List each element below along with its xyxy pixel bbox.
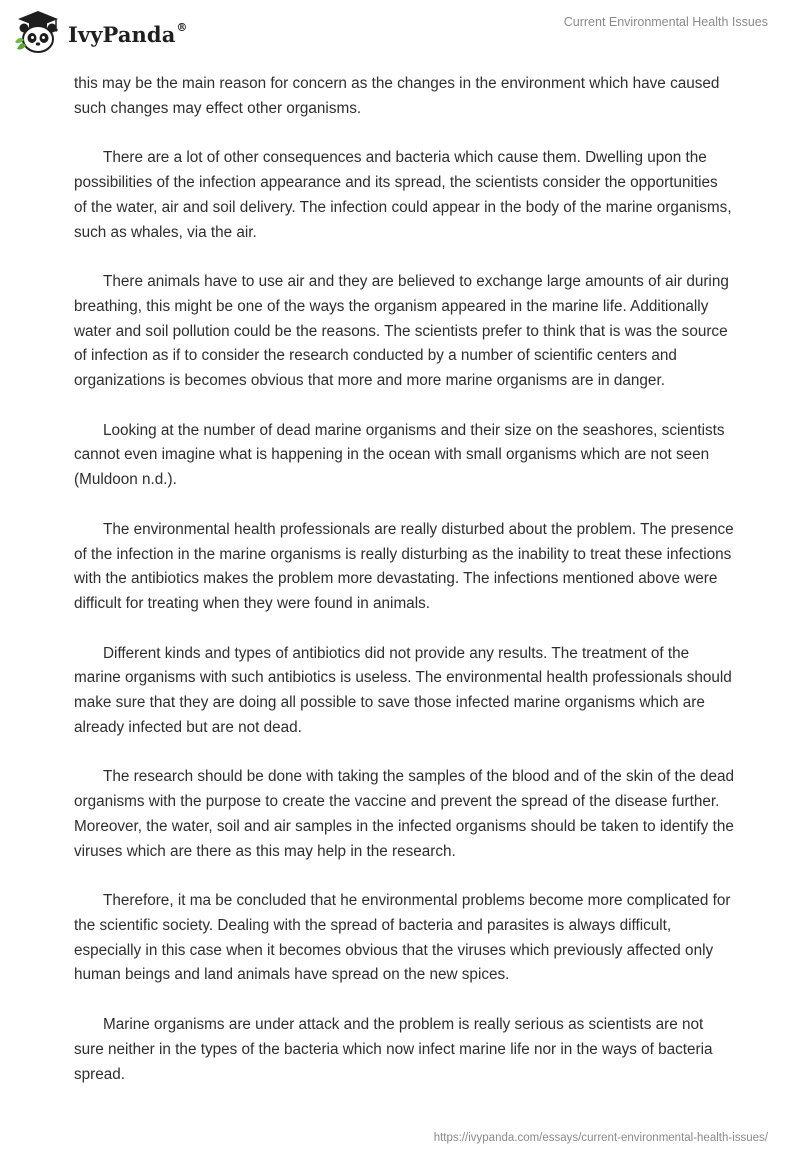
paragraph-7: The research should be done with taking the samples of the blood and of the skin of the dead organisms with the purpose to create the vaccine and prevent the spread of the disease further. Moreover, the water, soil and air samples in the infected organisms should be taken to identify the viruses which are there as this may help in the research. bbox=[74, 768, 734, 860]
brand-name-text: IvyPanda bbox=[68, 21, 176, 47]
paragraph-3: There animals have to use air and they are believed to exchange large amounts of air during breathing, this might be one of the ways the organism appeared in the marine life. Additionally water and soil pollution could be the reasons. The scientists prefer to think that is was the source of infection as if to consider the research conducted by a number of scientific centers and organizations is becomes obvious that more and more marine organisms are in danger. bbox=[74, 273, 729, 390]
ivypanda-logo[interactable] bbox=[14, 8, 188, 56]
paragraph-2: There are a lot of other consequences and bacteria which cause them. Dwelling upon the possibilities of the infection appearance and its spread, the scientists consider the opportunities of the water, air and soil delivery. The infection could appear in the body of the marine organisms, such as whales, via the air. bbox=[74, 149, 732, 241]
document-title: Current Environmental Health Issues bbox=[563, 15, 768, 29]
paragraph-8: Therefore, it ma be concluded that he environmental problems become more complicated for the scientific society. Dealing with the spread of bacteria and parasites is always difficult, especially in this case when it becomes obvious that the viruses which previously affected only human beings and land animals have spread on the new spices. bbox=[74, 892, 731, 984]
paragraph-6: Different kinds and types of antibiotics did not provide any results. The treatment of the marine organisms with such antibiotics is useless. The environmental health professionals should make sure that they are doing all possible to save those infected marine organisms which are already infected but are not dead. bbox=[74, 644, 732, 736]
paragraph-9: Marine organisms are under attack and the problem is really serious as scientists are not sure neither in the types of the bacteria which now infect marine life nor in the ways of bacteria spread. bbox=[74, 1016, 713, 1083]
page-header bbox=[0, 0, 800, 70]
paragraph-1: this may be the main reason for concern as the changes in the environment which have caused such changes may effect other organisms. bbox=[74, 75, 720, 117]
panda-graduate-logo-icon bbox=[14, 9, 62, 55]
source-url-link[interactable]: https://ivypanda.com/essays/current-environmental-health-issues/ bbox=[433, 1132, 768, 1144]
essay-body bbox=[74, 72, 734, 1112]
registered-mark: ® bbox=[176, 20, 188, 34]
paragraph-5: The environmental health professionals are really disturbed about the problem. The presence of the infection in the marine organisms is really disturbing as the inability to treat these infections with the antibiotics makes the problem more devastating. The infections mentioned above were difficult for treating when they were found in animals. bbox=[74, 520, 734, 612]
brand-name bbox=[68, 22, 188, 47]
paragraph-4: Looking at the number of dead marine organisms and their size on the seashores, scientists cannot even imagine what is happening in the ocean with small organisms which are not seen (Muldoon n.d.). bbox=[74, 421, 725, 489]
